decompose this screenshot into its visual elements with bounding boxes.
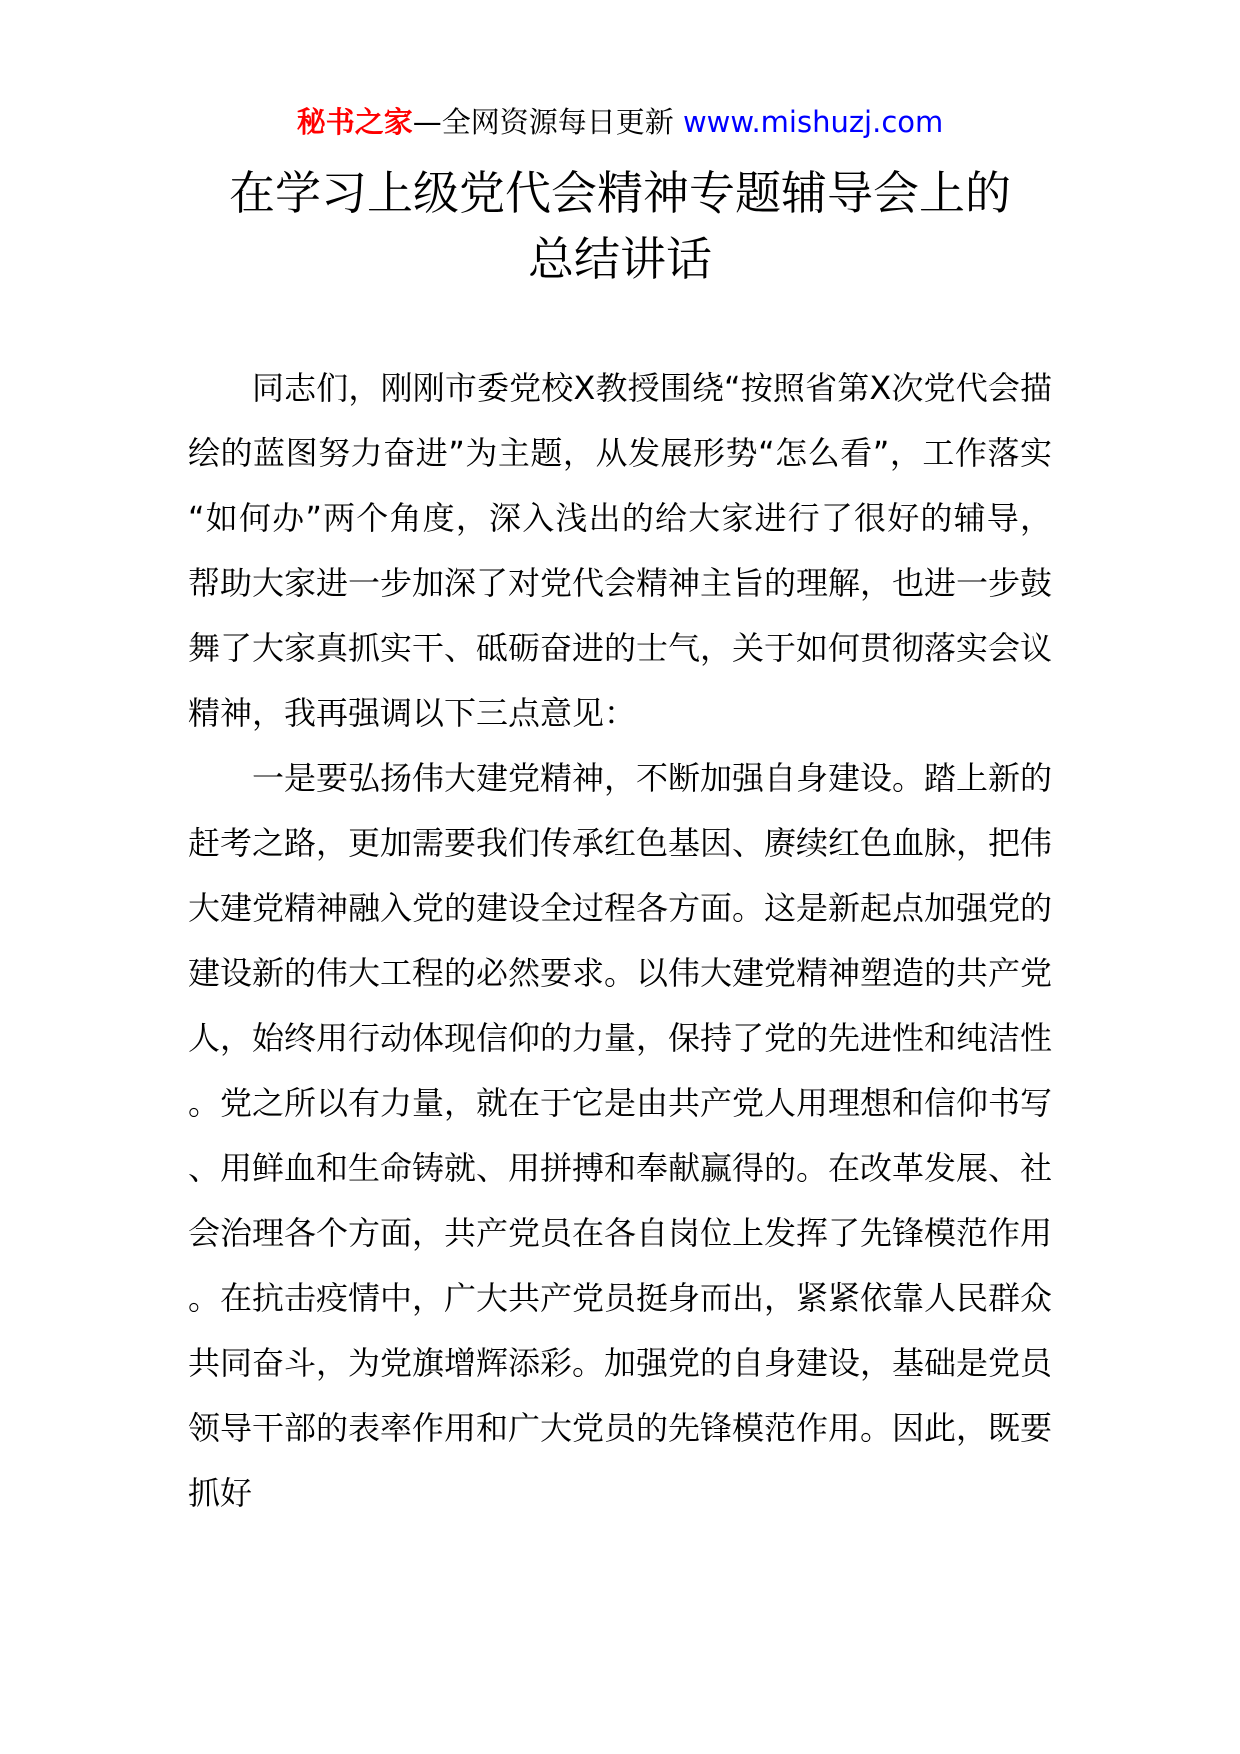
document-title <box>140 160 1100 292</box>
document-title-line-2: 总结讲话 <box>528 232 712 286</box>
paragraph-opening: 同志们，刚刚市委党校X教授围绕“按照省第X次党代会描绘的蓝图努力奋进”为主题，从发展形势“怎么看”，工作落实“如何办”两个角度，深入浅出的给大家进行了很好的辅导，帮助大家进一步加深了对党代会精神主旨的理解，也进一步鼓舞了大家真抓实干、砥砺奋进的士气，关于如何贯彻落实会议精神，我再强调以下三点意见： <box>188 369 1053 732</box>
document-body <box>188 356 1052 1526</box>
brand-name: 秘书之家 <box>296 105 413 139</box>
paragraph-point-one: 一是要弘扬伟大建党精神，不断加强自身建设。踏上新的赶考之路，更加需要我们传承红色基因、赓续红色血脉，把伟大建党精神融入党的建设全过程各方面。这是新起点加强党的建设新的伟大工程的必然要求。以伟大建党精神塑造的共产党人，始终用行动体现信仰的力量，保持了党的先进性和纯洁性。党之所以有力量，就在于它是由共产党人用理想和信仰书写、用鲜血和生命铸就、用拼搏和奉献赢得的。在改革发展、社会治理各个方面，共产党员在各自岗位上发挥了先锋模范作用。在抗击疫情中，广大共产党员挺身而出，紧紧依靠人民群众共同奋斗，为党旗增辉添彩。加强党的自身建设，基础是党员领导干部的表率作用和广大党员的先锋模范作用。因此，既要抓好 <box>188 759 1053 1512</box>
watermark-header <box>0 102 1240 142</box>
brand-tagline: —全网资源每日更新 <box>412 105 683 139</box>
document-title-line-1: 在学习上级党代会精神专题辅导会上的 <box>229 166 1011 220</box>
site-url-link[interactable]: www.mishuzj.com <box>682 105 944 139</box>
